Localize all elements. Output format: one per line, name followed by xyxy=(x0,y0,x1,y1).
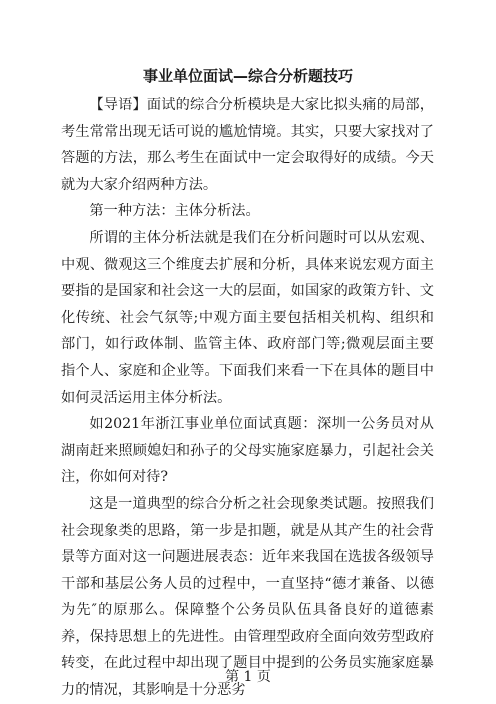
paragraph-method-explanation: 所谓的主体分析法就是我们在分析问题时可以从宏观、中观、微观这三个维度去扩展和分析，具体来说宏观方面主要指的是国家和社会这一大的层面，如国家的政策方针、文化传统、社会气氛等;中观方面主要包括相关机构、组织和部门，如行政体制、监管主体、政府部门等;微观层面主要指个人、家庭和企业等。下面我们来看一下在具体的题目中如何灵活运用主体分析法。 xyxy=(61,229,434,406)
paragraph-intro: 【导语】面试的综合分析模块是大家比拟头痛的局部，考生常常出现无话可说的尴尬情境。其实，只要大家找对了答题的方法，那么考生在面试中一定会取得好的成绩。今天就为大家介绍两种方法。 xyxy=(61,97,434,193)
paragraph-example-question: 如2021年浙江事业单位面试真题：深圳一公务员对从湖南赶来照顾媳妇和孙子的父母实施家庭暴力，引起社会关注，你如何对待? xyxy=(61,416,434,486)
paragraph-answer-analysis: 这是一道典型的综合分析之社会现象类试题。按照我们社会现象类的思路，第一步是扣题，就是从其产生的社会背景等方面对这一问题进展表态：近年来我国在选拔各级领导干部和基层公务人员的过程中，一直坚持“德才兼备、以德为先″的原那么。保障整个公务员队伍具备良好的道德素养，保持思想上的先进性。由管理型政府全面向效劳型政府转变，在此过程中却出现了题目中提到的公务员实施家庭暴力的情况，其影响是十分恶劣 xyxy=(61,495,434,699)
paragraph-method-one: 第一种方法：主体分析法。 xyxy=(89,203,260,220)
document-title: 事业单位面试—综合分析题技巧 xyxy=(142,67,353,85)
document-body xyxy=(61,92,434,704)
page-number: 第 1 页 xyxy=(225,669,271,685)
